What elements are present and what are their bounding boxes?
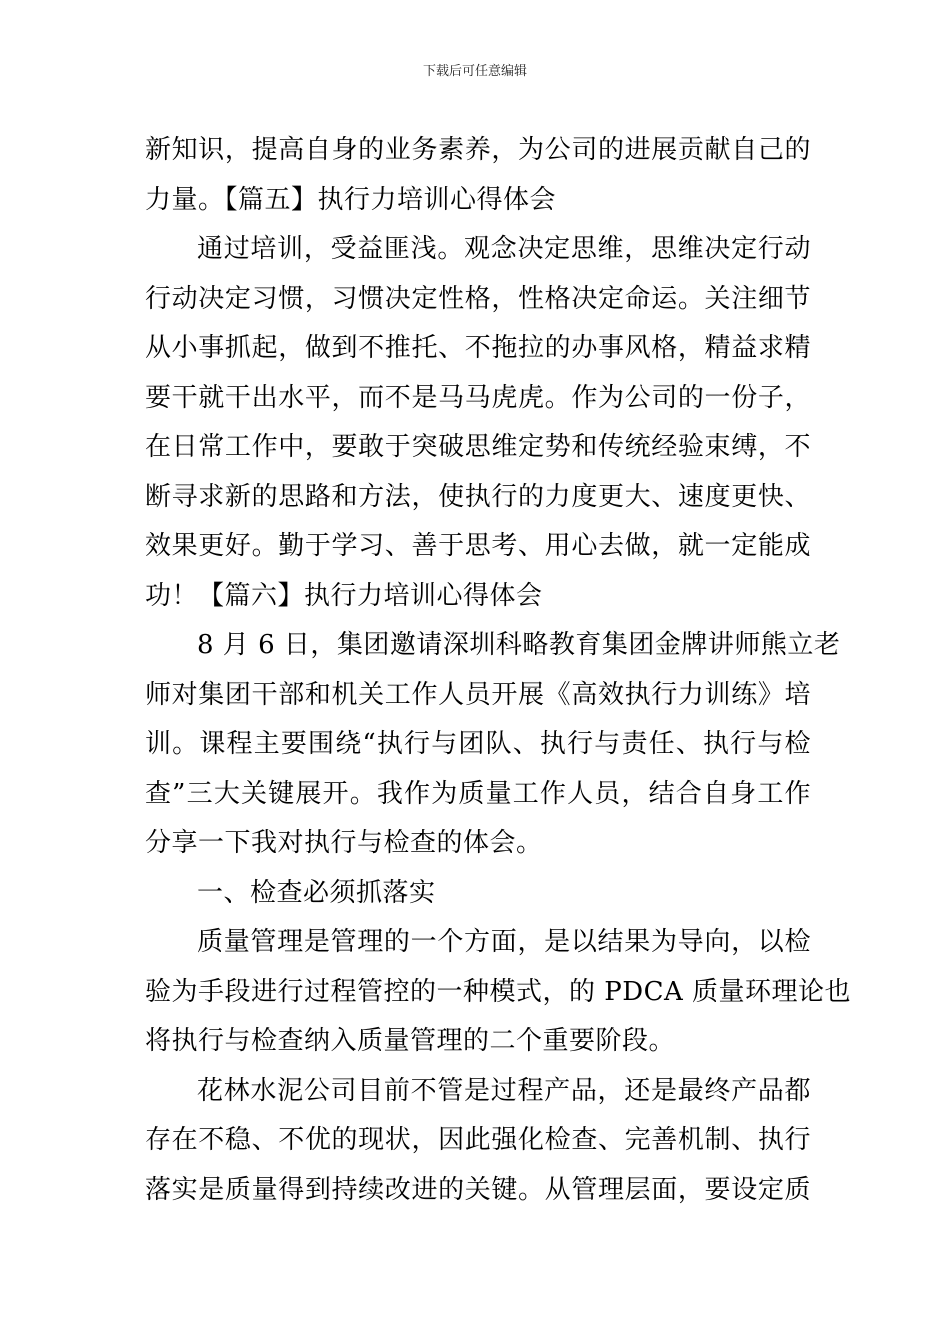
text-line: 功！【篇六】执行力培训心得体会 — [145, 580, 543, 611]
text-line: 在日常工作中，要敢于突破思维定势和传统经验束缚，不 — [145, 432, 811, 462]
text-line: 效果更好。勤于学习、善于思考、用心去做，就一定能成 — [145, 531, 811, 561]
text-line: 8 月 6 日，集团邀请深圳科略教育集团金牌讲师熊立老 — [197, 630, 841, 660]
text-line: 落实是质量得到持续改进的关键。从管理层面，要设定质 — [145, 1174, 811, 1205]
text-line: 新知识，提高自身的业务素养，为公司的进展贡献自己的 — [145, 135, 811, 165]
text-line: 师对集团干部和机关工作人员开展《高效执行力训练》培 — [145, 679, 811, 710]
text-line: 断寻求新的思路和方法，使执行的力度更大、速度更快、 — [145, 481, 811, 512]
text-line: 质量管理是管理的一个方面，是以结果为导向，以检 — [197, 927, 811, 957]
page-header: 下载后可任意编辑 — [422, 64, 527, 79]
text-line: 存在不稳、不优的现状，因此强化检查、完善机制、执行 — [145, 1125, 811, 1155]
text-line: 验为手段进行过程管控的一种模式，的 PDCA 质量环理论也 — [145, 976, 852, 1007]
text-line: 通过培训，受益匪浅。观念决定思维，思维决定行动 — [197, 234, 811, 264]
text-line: 从小事抓起，做到不推托、不拖拉的办事风格，精益求精 — [145, 333, 811, 363]
text-line: 力量。【篇五】执行力培训心得体会 — [145, 184, 557, 215]
text-line: 训。课程主要围绕“执行与团队、执行与责任、执行与检 — [145, 729, 811, 759]
text-line: 查”三大关键展开。我作为质量工作人员，结合自身工作 — [145, 778, 811, 809]
text-line: 要干就干出水平，而不是马马虎虎。作为公司的一份子， — [145, 382, 811, 413]
text-line: 将执行与检查纳入质量管理的二个重要阶段。 — [145, 1026, 676, 1056]
text-line: 行动决定习惯，习惯决定性格，性格决定命运。关注细节 — [145, 283, 811, 314]
text-line: 一、检查必须抓落实 — [197, 877, 436, 908]
text-line: 分享一下我对执行与检查的体会。 — [145, 828, 543, 858]
document-body — [145, 126, 852, 1215]
text-line: 花林水泥公司目前不管是过程产品，还是最终产品都 — [197, 1075, 811, 1106]
